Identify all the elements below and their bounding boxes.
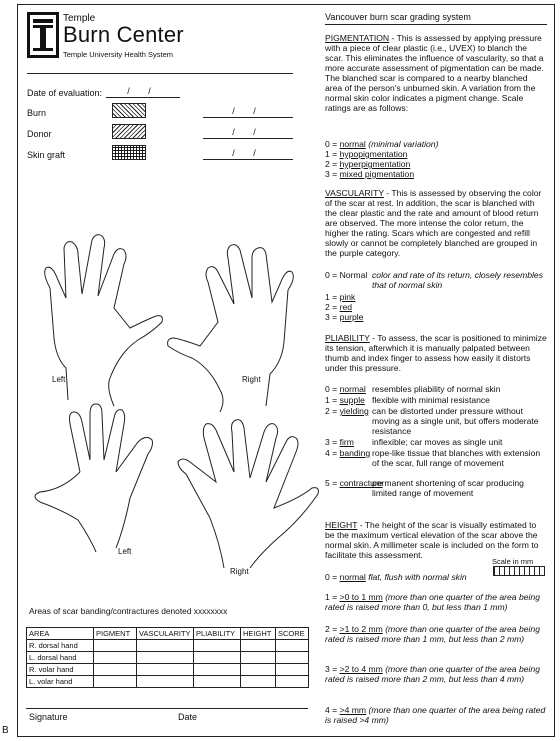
scale-desc: (more than one quarter of the area being rated is raised more than 1 mm, but less than 2 mm) (325, 624, 540, 644)
table-cell[interactable] (137, 664, 194, 676)
date-label: Date of evaluation: (27, 88, 103, 98)
system-title: Vancouver burn scar grading system (325, 12, 547, 25)
left-volar-label: Left (118, 547, 132, 556)
height-scale-3 (325, 664, 547, 684)
scale-term: firm (339, 437, 354, 447)
scale-num: 3 = (325, 664, 340, 674)
pliability-section (325, 333, 547, 373)
logo-title: Burn Center (63, 22, 184, 47)
skin-graft-hatch-swatch (112, 145, 146, 160)
scale-term: yielding (339, 406, 369, 416)
scale-term: banding (339, 448, 371, 458)
scale-term: >1 to 2 mm (339, 624, 383, 634)
areas-note: Areas of scar banding/contractures denoted xxxxxxxx (29, 606, 228, 616)
table-cell[interactable] (94, 652, 137, 664)
table-cell[interactable] (241, 664, 276, 676)
scale-num: 5 = (325, 478, 340, 488)
table-cell[interactable] (276, 652, 309, 664)
scale-desc: (minimal variation) (365, 139, 439, 149)
table-row (27, 664, 309, 676)
scale-term: >2 to 4 mm (339, 664, 383, 674)
scale-term: supple (339, 395, 365, 405)
table-cell[interactable] (137, 640, 194, 652)
donor-label: Donor (27, 129, 52, 139)
col-pliability: PLIABILITY (194, 628, 241, 640)
table-cell[interactable] (276, 676, 309, 688)
table-cell[interactable] (276, 664, 309, 676)
pli-scale-2-desc: can be distorted under pressure without moving as a single unit, but offers moderate resistance (372, 406, 539, 436)
scale-term: red (339, 302, 352, 312)
logo-subtitle: Temple University Health System (63, 50, 174, 59)
pigmentation-heading: PIGMENTATION (325, 33, 390, 43)
pigment-scale-0 (325, 139, 438, 149)
scale-desc: color and rate of its return, closely resembles that of normal skin (372, 270, 543, 290)
height-text: - The height of the scar is visually estimated to be the maximum vertical elevation of the scar above the normal skin. A millimeter scale is included on the form to facilitate this assessment. (325, 520, 539, 560)
mm-scale-ruler (493, 566, 545, 576)
table-cell[interactable] (94, 676, 137, 688)
height-heading: HEIGHT (325, 520, 358, 530)
table-cell[interactable] (137, 676, 194, 688)
scale-term: normal (339, 139, 366, 149)
scale-term: hyperpigmentation (339, 159, 411, 169)
pli-scale-4-desc: rope-like tissue that blanches with extension of the scar, full range of movement (372, 448, 541, 468)
table-cell[interactable] (194, 676, 241, 688)
height-scale-2 (325, 624, 547, 644)
row-label: L. volar hand (27, 676, 94, 688)
col-pigment: PIGMENT (94, 628, 137, 640)
pli-scale-3-term (325, 437, 354, 447)
scale-num: 0 = (325, 384, 340, 394)
scale-num: 2 = (325, 159, 340, 169)
burn-hatch-swatch (112, 103, 146, 118)
col-score: SCORE (276, 628, 309, 640)
table-row (27, 652, 309, 664)
right-volar-hand-icon (178, 420, 318, 568)
vasc-scale-0-label: 0 = Normal (325, 270, 368, 280)
date-footer-label: Date (178, 712, 198, 722)
col-vascularity: VASCULARITY (137, 628, 194, 640)
pli-scale-4-term (325, 448, 370, 458)
pigment-scale-1 (325, 149, 407, 159)
row-label: R. volar hand (27, 664, 94, 676)
row-label: L. dorsal hand (27, 652, 94, 664)
vascularity-heading: VASCULARITY (325, 188, 384, 198)
pliability-text: - To assess, the scar is positioned to minimize its tension, afterwhich it is manually palpated between thumb and index finger to assess how easily it distorts under this pressure. (325, 333, 547, 373)
pliability-heading: PLIABILITY (325, 333, 370, 343)
table-cell[interactable] (194, 652, 241, 664)
header-rule (27, 73, 293, 74)
table-cell[interactable] (194, 664, 241, 676)
scale-num: 1 = (325, 395, 340, 405)
pigmentation-text: - This is assessed by applying pressure with a piece of clear plastic (i.e., UVEX) to blanch the scar. This eliminates the influence of vascularity, so that a more accurate assessment of pigmentation can be made. The blanched scar is compared to a nearby blanched area of the person's unburned skin. A variation from the normal skin color indicates a pigment change. Scale ratings are as follows: (325, 33, 544, 113)
scale-desc: (more than one quarter of the area being rated is raised more than 0, but less than 1 mm) (325, 592, 540, 612)
burn-label: Burn (27, 108, 47, 118)
hands-diagram (20, 228, 320, 588)
left-dorsal-label: Left (52, 375, 66, 384)
table-cell[interactable] (276, 640, 309, 652)
table-cell[interactable] (194, 640, 241, 652)
right-dorsal-label: Right (242, 375, 261, 384)
table-cell[interactable] (137, 652, 194, 664)
height-section (325, 520, 547, 560)
skin-graft-label: Skin graft (27, 150, 66, 160)
vasc-scale-0-desc (372, 270, 547, 290)
pigment-scale-3 (325, 169, 414, 179)
left-volar-hand-icon (35, 404, 153, 552)
signature-label: Signature (29, 712, 68, 722)
scale-num: 2 = (325, 302, 340, 312)
scale-term: >0 to 1 mm (339, 592, 383, 602)
scale-in-mm-label: Scale in mm (492, 557, 534, 566)
table-cell[interactable] (94, 664, 137, 676)
scale-num: 2 = (325, 406, 340, 416)
skin-graft-date-field[interactable]: / / (203, 148, 293, 160)
table-cell[interactable] (241, 676, 276, 688)
scale-num: 2 = (325, 624, 340, 634)
pli-scale-0-desc: resembles pliability of normal skin (372, 384, 501, 394)
row-label: R. dorsal hand (27, 640, 94, 652)
height-scale-0 (325, 572, 467, 582)
burn-date-field[interactable]: / / (203, 106, 293, 118)
table-cell[interactable] (94, 640, 137, 652)
scale-desc: (more than one quarter of the area being rated is raised >4 mm) (325, 705, 546, 725)
scale-term: >4 mm (339, 705, 367, 715)
donor-hatch-swatch (112, 124, 146, 139)
scale-num: 0 = (325, 139, 340, 149)
table-cell[interactable] (241, 640, 276, 652)
scale-term: contracture (339, 478, 383, 488)
vasc-scale-3 (325, 312, 363, 322)
table-row (27, 640, 309, 652)
temple-logo-icon (27, 12, 59, 58)
scale-term: hypopigmentation (339, 149, 408, 159)
scale-term: normal (339, 384, 366, 394)
pli-scale-2-term (325, 406, 369, 416)
col-height: HEIGHT (241, 628, 276, 640)
pli-scale-3-desc: inflexible; car moves as single unit (372, 437, 503, 447)
scale-term: normal (339, 572, 366, 582)
vasc-scale-2 (325, 302, 352, 312)
scar-score-table (26, 627, 309, 688)
scale-num: 3 = (325, 169, 340, 179)
height-scale-1 (325, 592, 547, 612)
table-cell[interactable] (241, 652, 276, 664)
pigment-scale-2 (325, 159, 410, 169)
scale-term: purple (339, 312, 364, 322)
donor-date-field[interactable]: / / (203, 127, 293, 139)
scale-term: pink (339, 292, 356, 302)
table-header-row (27, 628, 309, 640)
right-volar-label: Right (230, 567, 249, 576)
scale-num: 1 = (325, 292, 340, 302)
right-dorsal-hand-icon (168, 245, 294, 412)
scale-num: 1 = (325, 592, 340, 602)
scale-term: mixed pigmentation (339, 169, 415, 179)
scale-num: 4 = (325, 448, 340, 458)
scale-num: 3 = (325, 437, 340, 447)
height-scale-4 (325, 705, 547, 725)
vasc-scale-1 (325, 292, 355, 302)
pli-scale-1-desc: flexible with minimal resistance (372, 395, 490, 405)
pli-scale-0-term (325, 384, 366, 394)
date-field[interactable]: / / (106, 86, 180, 98)
scale-num: 0 = (325, 572, 340, 582)
signature-rule (26, 708, 308, 709)
logo-small-text: Temple (63, 13, 96, 24)
pli-scale-5-desc: permanent shortening of scar producing limited range of movement (372, 478, 524, 498)
vascularity-section (325, 188, 547, 258)
scale-num: 3 = (325, 312, 340, 322)
pli-scale-1-term (325, 395, 365, 405)
scale-desc: (more than one quarter of the area being rated is raised more than 2 mm, but less than 4 mm) (325, 664, 540, 684)
scale-desc: flat, flush with normal skin (365, 572, 467, 582)
scale-num: 1 = (325, 149, 340, 159)
col-area: AREA (27, 628, 94, 640)
table-row (27, 676, 309, 688)
pigmentation-section (325, 33, 547, 113)
vascularity-text: - This is assessed by observing the color of the scar at rest. In addition, the scar is blanched with the clear plastic and the rate and amount of blood return are observed. The more intense the color return, the higher the rating. Scars which are congested and refill slowly or cannot be completely blanched are grouped in the purple category. (325, 188, 542, 258)
scale-num: 4 = (325, 705, 340, 715)
figure-letter: B (2, 725, 9, 736)
